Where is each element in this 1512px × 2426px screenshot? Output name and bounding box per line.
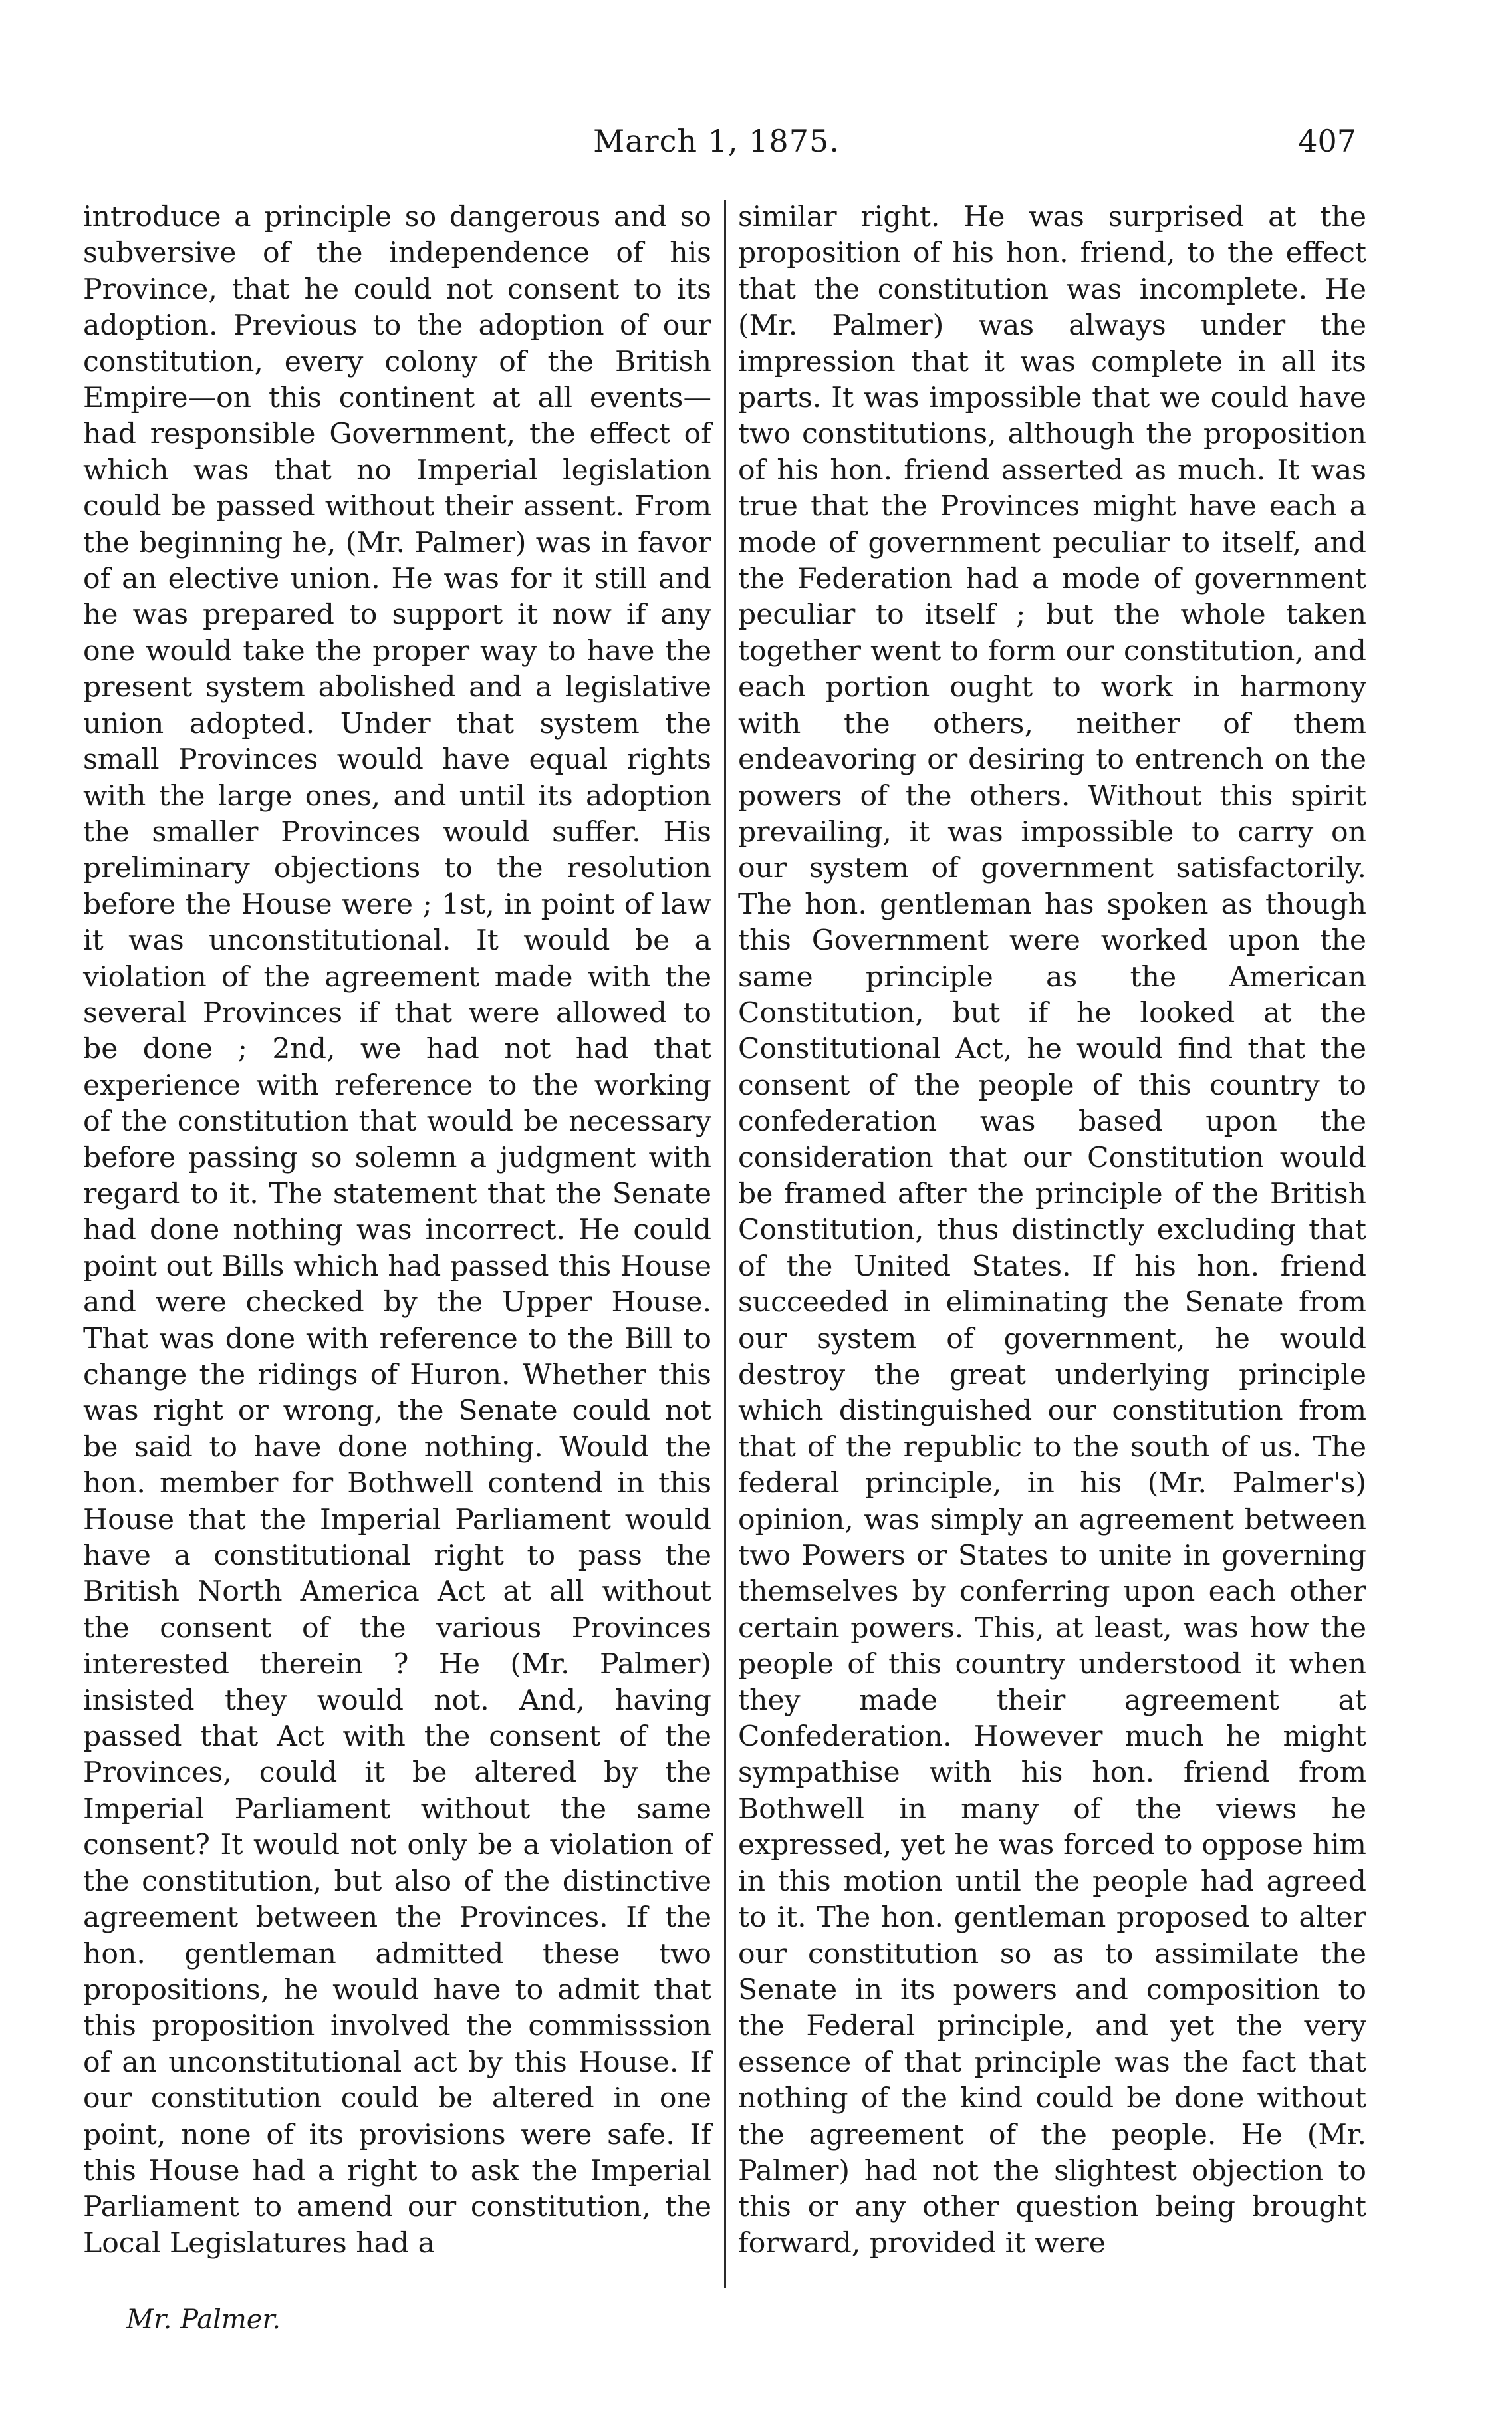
right-column-text: similar right. He was surprised at the proposition of his hon. friend, to the effect that the constitution was incomplete. He (Mr. Palmer) was always under the impression that it was complete in all its parts. It was impossible that we could have two constitutions, although the proposition of his hon. friend asserted as much. It was true that the Provinces might have each a mode of government peculiar to itself, and the Federation had a mode of government peculiar to itself ; but the whole taken together went to form our constitution, and each portion ought to work in harmony with the others, neither of them endeavoring or desiring to entrench on the powers of the others. Without this spirit prevailing, it was impossible to carry on our system of government satisfactorily. The hon. gentleman has spoken as though this Government were worked upon the same principle as the American Constitution, but if he looked at the Constitutional Act, he would find that the consent of the people of this country to confederation was based upon the consideration that our Constitution would be framed after the principle of the British Constitution, thus distinctly excluding that of the United States. If his hon. friend succeeded in eliminating the Senate from our system of government, he would destroy the great underlying principle which distinguished our constitution from that of the republic to the south of us. The federal principle, in his (Mr. Palmer's) opinion, was simply an agreement between two Powers or States to unite in governing themselves by conferring upon each other certain powers. This, at least, was how the people of this country understood it when they made their agreement at Confederation. However much he might sympathise with his hon. friend from Bothwell in many of the views he expressed, yet he was forced to oppose him in this motion until the people had agreed to it. The hon. gentleman proposed to alter our constitution so as to assimilate the Senate in its powers and composition to the Federal principle, and yet the very essence of that principle was the fact that nothing of the kind could be done without the agreement of the people. He (Mr. Palmer) had not the slightest objection to this or any other question being brought forward, provided it were (738, 201, 1366, 2260)
page-date: March 1, 1875. (593, 123, 840, 159)
running-header (76, 123, 1356, 183)
left-column (83, 200, 711, 2262)
page-number: 407 (1298, 123, 1356, 159)
column-divider (724, 200, 726, 2288)
right-column (738, 200, 1366, 2262)
speaker-catchword: Mr. Palmer. (126, 2304, 281, 2335)
left-column-text: introduce a principle so dangerous and so subversive of the independence of his Province, that he could not consent to its adoption. Previous to the adoption of our constitution, every colony of the British Empire—on this continent at all events—had responsible Government, the effect of which was that no Imperial legislation could be passed without their assent. From the beginning he, (Mr. Palmer) was in favor of an elective union. He was for it still and he was prepared to support it now if any one would take the proper way to have the present system abolished and a legislative union adopted. Under that system the small Provinces would have equal rights with the large ones, and until its adoption the smaller Provinces would suffer. His preliminary objections to the resolution before the House were ; 1st, in point of law it was unconstitutional. It would be a violation of the agreement made with the several Provinces if that were allowed to be done ; 2nd, we had not had that experience with reference to the working of the constitution that would be necessary before passing so solemn a judgment with regard to it. The statement that the Senate had done nothing was incorrect. He could point out Bills which had passed this House and were checked by the Upper House. That was done with reference to the Bill to change the ridings of Huron. Whether this was right or wrong, the Senate could not be said to have done nothing. Would the hon. member for Bothwell contend in this House that the Imperial Parliament would have a constitutional right to pass the British North America Act at all without the consent of the various Provinces interested therein ? He (Mr. Palmer) insisted they would not. And, having passed that Act with the consent of the Provinces, could it be altered by the Imperial Parliament without the same consent? It would not only be a violation of the constitution, but also of the distinctive agreement between the Provinces. If the hon. gentleman admitted these two propositions, he would have to admit that this proposition involved the commisssion of an unconstitutional act by this House. If our constitution could be altered in one point, none of its provisions were safe. If this House had a right to ask the Imperial Parliament to amend our constitution, the Local Legislatures had a (83, 201, 711, 2260)
